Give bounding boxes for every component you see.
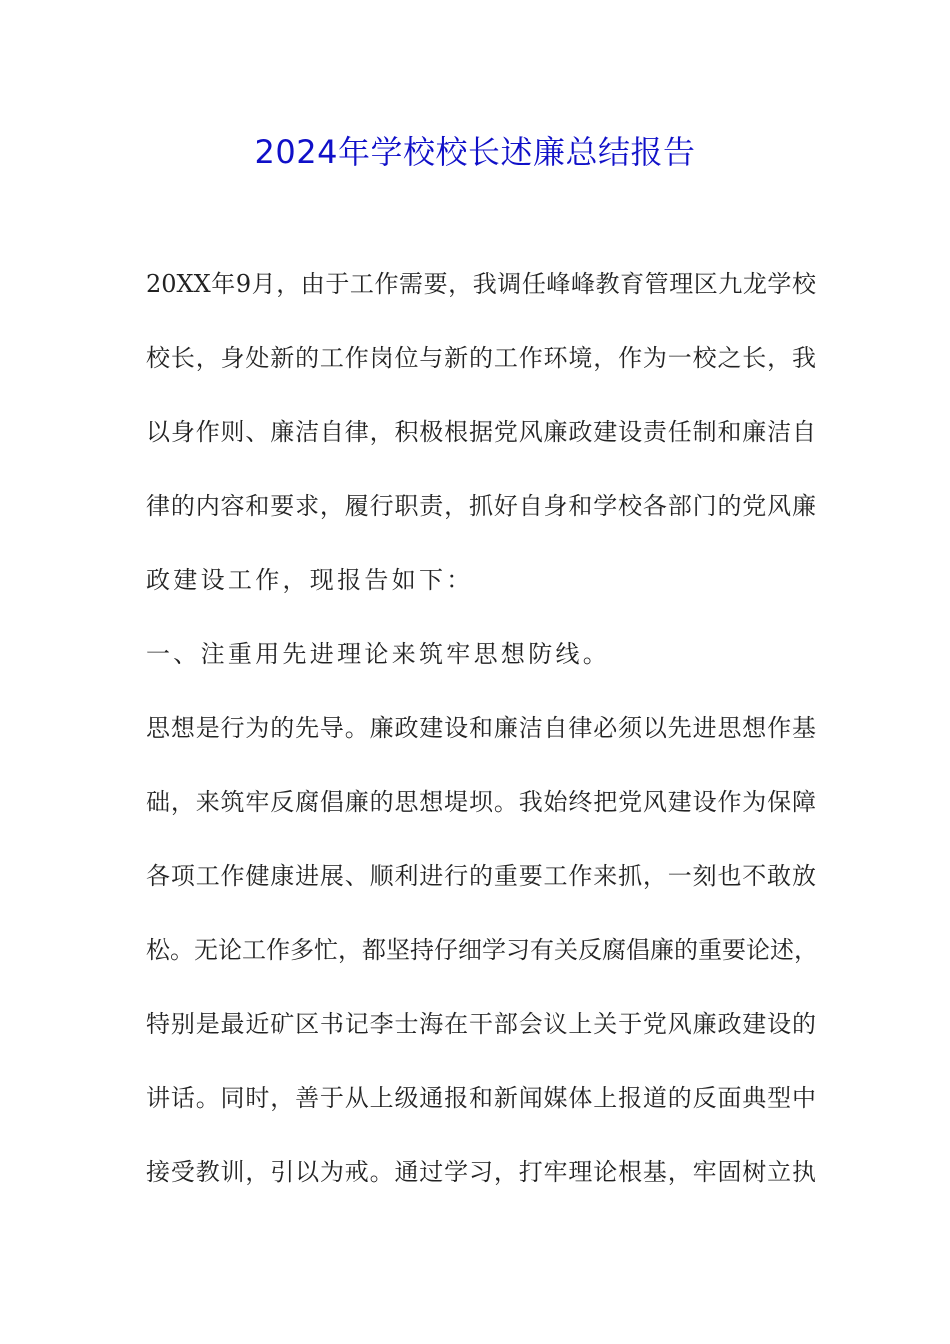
paragraph-line: 各项工作健康进展、顺利进行的重要工作来抓，一刻也不敢放 — [146, 862, 816, 890]
paragraph-line: 律的内容和要求，履行职责，抓好自身和学校各部门的党风廉 — [146, 492, 816, 520]
paragraph-line: 20XX年9月，由于工作需要，我调任峰峰教育管理区九龙学校 — [146, 270, 816, 298]
section-heading: 一、注重用先进理论来筑牢思想防线。 — [146, 640, 611, 668]
paragraph-line: 校长，身处新的工作岗位与新的工作环境，作为一校之长，我 — [146, 344, 816, 372]
paragraph-line: 松。无论工作多忙，都坚持仔细学习有关反腐倡廉的重要论述， — [146, 936, 818, 964]
paragraph-line: 础，来筑牢反腐倡廉的思想堤坝。我始终把党风建设作为保障 — [146, 788, 816, 816]
paragraph-line: 特别是最近矿区书记李士海在干部会议上关于党风廉政建设的 — [146, 1010, 816, 1038]
paragraph-line: 讲话。同时，善于从上级通报和新闻媒体上报道的反面典型中 — [146, 1084, 816, 1112]
paragraph-line: 接受教训，引以为戒。通过学习，打牢理论根基，牢固树立执 — [146, 1158, 816, 1186]
paragraph-line: 以身作则、廉洁自律，积极根据党风廉政建设责任制和廉洁自 — [146, 418, 816, 446]
document-title: 2024年学校校长述廉总结报告 — [254, 133, 696, 171]
document-body — [146, 256, 816, 1218]
paragraph-line: 思想是行为的先导。廉政建设和廉洁自律必须以先进思想作基 — [146, 714, 816, 742]
paragraph-line: 政建设工作，现报告如下： — [146, 566, 474, 594]
